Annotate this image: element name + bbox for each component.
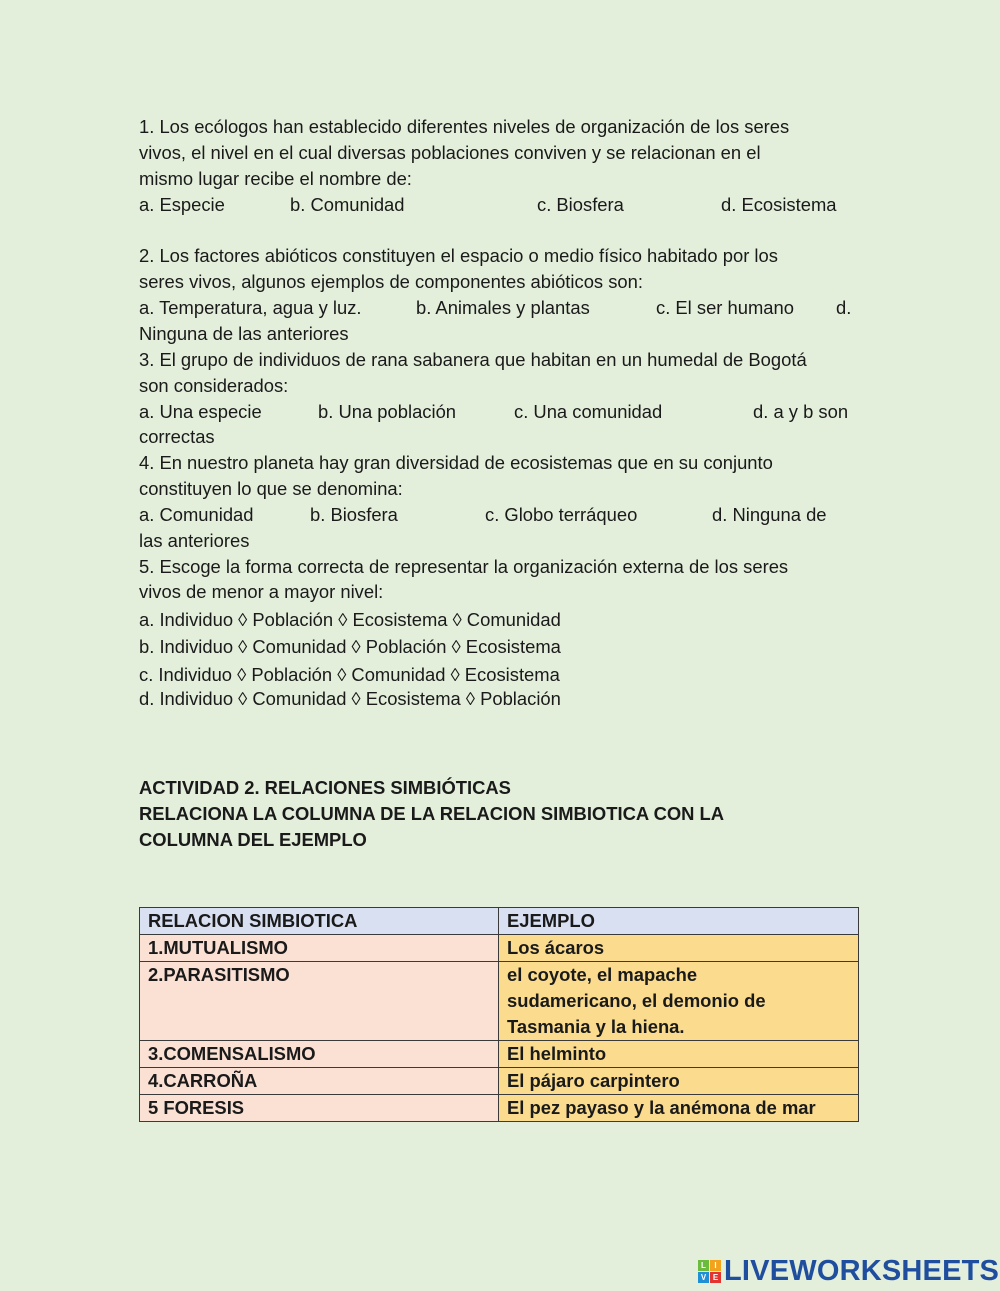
table-row (140, 962, 859, 1041)
table-row (140, 935, 859, 962)
q5-option-c: c. Individuo ◊ Población ◊ Comunidad ◊ Ecosistema (139, 664, 560, 685)
example-text: El pájaro carpintero (507, 1070, 680, 1091)
symbiosis-table (139, 907, 859, 1122)
q4-option-d-wrap: las anteriores (139, 530, 250, 551)
example-cell (499, 1095, 859, 1122)
header-example: EJEMPLO (499, 908, 859, 935)
example-cell (499, 935, 859, 962)
q1-option-c: c. Biosfera (537, 194, 624, 215)
q5-line-1: 5. Escoge la forma correcta de representar la organización externa de los seres (139, 556, 789, 577)
q2-option-d-wrap: Ninguna de las anteriores (139, 323, 349, 344)
q3-option-a: a. Una especie (139, 401, 262, 422)
logo-tile: E (710, 1272, 721, 1283)
relation-cell: 3.COMENSALISMO (140, 1041, 499, 1068)
q5-option-b: b. Individuo ◊ Comunidad ◊ Población ◊ Ecosistema (139, 636, 561, 657)
example-text: El pez payaso y la anémona de mar (507, 1097, 816, 1118)
activity-instruction-line-1: RELACIONA LA COLUMNA DE LA RELACION SIMBIOTICA CON LA (139, 803, 725, 824)
liveworksheets-brand (698, 1255, 999, 1287)
q2-option-a: a. Temperatura, agua y luz. (139, 297, 362, 318)
example-text: Los ácaros (507, 937, 605, 958)
q1-line-3: mismo lugar recibe el nombre de: (139, 168, 412, 189)
example-text: sudamericano, el demonio de (507, 990, 766, 1011)
q3-option-d-wrap: correctas (139, 426, 215, 447)
q2-option-d: d. (836, 297, 852, 318)
q2-option-c: c. El ser humano (656, 297, 794, 318)
q2-line-1: 2. Los factores abióticos constituyen el espacio o medio físico habitado por los (139, 245, 778, 266)
relation-cell: 2.PARASITISMO (140, 962, 499, 1041)
q3-line-1: 3. El grupo de individuos de rana sabanera que habitan en un humedal de Bogotá (139, 349, 807, 370)
example-cell (499, 962, 859, 1041)
relation-cell: 1.MUTUALISMO (140, 935, 499, 962)
header-relation: RELACION SIMBIOTICA (140, 908, 499, 935)
relation-cell: 4.CARROÑA (140, 1068, 499, 1095)
table-row (140, 1068, 859, 1095)
q1-option-d: d. Ecosistema (721, 194, 837, 215)
q3-line-2: son considerados: (139, 375, 289, 396)
q3-option-d: d. a y b son (753, 401, 849, 422)
example-text: Tasmania y la hiena. (507, 1016, 685, 1037)
q2-option-b: b. Animales y plantas (416, 297, 590, 318)
q1-line-2: vivos, el nivel en el cual diversas poblaciones conviven y se relacionan en el (139, 142, 761, 163)
example-cell (499, 1068, 859, 1095)
liveworksheets-logo-icon (698, 1260, 721, 1283)
q1-option-b: b. Comunidad (290, 194, 405, 215)
q4-line-1: 4. En nuestro planeta hay gran diversidad de ecosistemas que en su conjunto (139, 452, 773, 473)
brand-name: LIVEWORKSHEETS (724, 1254, 1000, 1287)
activity-instruction-line-2: COLUMNA DEL EJEMPLO (139, 829, 367, 850)
q4-option-c: c. Globo terráqueo (485, 504, 638, 525)
q2-line-2: seres vivos, algunos ejemplos de componentes abióticos son: (139, 271, 643, 292)
q4-option-a: a. Comunidad (139, 504, 254, 525)
q4-option-b: b. Biosfera (310, 504, 398, 525)
table-row (140, 1095, 859, 1122)
activity-title: ACTIVIDAD 2. RELACIONES SIMBIÓTICAS (139, 777, 511, 798)
q3-option-b: b. Una población (318, 401, 457, 422)
q5-line-2: vivos de menor a mayor nivel: (139, 581, 384, 602)
q4-line-2: constituyen lo que se denomina: (139, 478, 403, 499)
table-row (140, 1041, 859, 1068)
example-text: el coyote, el mapache (507, 964, 698, 985)
logo-tile: L (698, 1260, 709, 1271)
example-text: El helminto (507, 1043, 607, 1064)
q1-option-a: a. Especie (139, 194, 225, 215)
example-cell (499, 1041, 859, 1068)
table-header-row (140, 908, 859, 935)
q3-option-c: c. Una comunidad (514, 401, 663, 422)
q5-option-a: a. Individuo ◊ Población ◊ Ecosistema ◊ Comunidad (139, 609, 561, 630)
q5-option-d: d. Individuo ◊ Comunidad ◊ Ecosistema ◊ Población (139, 688, 561, 709)
logo-tile: I (710, 1260, 721, 1271)
logo-tile: V (698, 1272, 709, 1283)
relation-cell: 5 FORESIS (140, 1095, 499, 1122)
q4-option-d: d. Ninguna de (712, 504, 827, 525)
q1-line-1: 1. Los ecólogos han establecido diferentes niveles de organización de los seres (139, 116, 790, 137)
